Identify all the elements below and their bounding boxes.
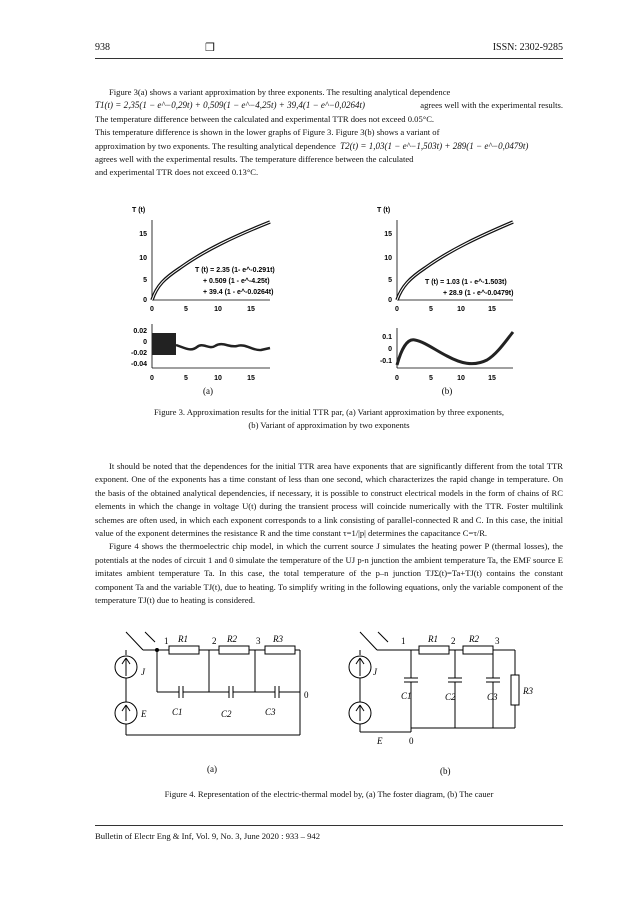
paragraph-chip-model: Figure 4 shows the thermoelectric chip model, in which the current source J simulates the heating power P (thermal losses), the potentials at the nodes of circuit 1 and 0 simulate the temperature of the UJ p-n junction the ambient temperature Ta, the EMF source E imitates ambient temperature Ta. In this case, the total temperature of the p–n junction TJΣ(t)=Ta+TJ(t) contains the constant component Ta and the variable TJ(t), due to heating. To simplify writing in the following equations, only the variable component of the temperature TJ(t) due to heating is considered.: [95, 541, 563, 606]
page-header: [95, 42, 563, 58]
figure3a-lower-xtick: 5: [184, 375, 188, 382]
figure3a-xtick: 15: [247, 306, 255, 313]
figure4a-node2: 2: [212, 636, 217, 646]
figure3b-xtick: 0: [395, 306, 399, 313]
figure3a-lower-xtick: 0: [150, 375, 154, 382]
figure4a-resistor-r3: [265, 646, 295, 654]
figure3b-lower-xtick: 5: [429, 375, 433, 382]
paragraph-exponents: It should be noted that the dependences for the initial TTR area have exponents that are significantly different from the total TTR exponent. One of the exponents has a time constant of less than one second, which characterizes the rapid change in temperature. On the basis of the obtained analytical dependencies, if necessary, it is possible to construct electrical models in the form of chains of RC elements in which the change in voltage U(t) during the transient process will coincide numerically with the TTR. Foster multilink schemes are often used, in which each exponent corresponds to a link consisting of parallel-connected R and C. In this case, the initial value of the exponent determines the resistance R and the time constant τ=1/|p| determines the capacitance C=τ/R.: [95, 461, 563, 539]
figure3a-ytick: 10: [139, 255, 147, 262]
p1-line6: agrees well with the experimental results. The temperature difference between the calculated: [95, 154, 414, 165]
figure3a-ytick: 5: [143, 277, 147, 284]
footer-citation: Bulletin of Electr Eng & Inf, Vol. 9, No. 3, June 2020 : 933 – 942: [95, 831, 321, 841]
figure4b-node3: 3: [495, 636, 500, 646]
figure4b-r2-label: R2: [469, 634, 479, 644]
figure3b-legend-line2: + 28.9 (1 - e^-0.0479t): [443, 290, 514, 297]
figure4a-resistor-r2: [219, 646, 249, 654]
header-rule: [95, 58, 563, 59]
figure4b-labels: [373, 634, 533, 776]
figure4b-e-label: E: [377, 736, 383, 746]
figure3-caption-line2: (b) Variant of approximation by two exponents: [248, 420, 410, 430]
figure3a-lower-xtick: 10: [214, 375, 222, 382]
figure4a-labels: [140, 634, 309, 774]
footer-rule: [95, 825, 563, 826]
figure3a-ytick: 15: [139, 231, 147, 238]
figure3b-ytick: 10: [384, 255, 392, 262]
figure4a-node3: 3: [256, 636, 261, 646]
figure3a-noise-band: [152, 333, 176, 355]
figure3b-lower-ytick: 0.1: [382, 334, 392, 341]
figure3b-upper-plot: [377, 207, 513, 313]
figure4a-node1: 1: [164, 636, 169, 646]
figure3a-lower-ytick: 0: [143, 339, 147, 346]
figure4b-node2: 2: [451, 636, 456, 646]
figure3a-label: (a): [203, 386, 213, 396]
figure4b-resistor-r2: [463, 646, 493, 654]
figure3a-upper-plot: [132, 207, 275, 313]
figure3b-xtick: 15: [488, 306, 496, 313]
p1-line1: Figure 3(a) shows a variant approximation by three exponents. The resulting analytical dependence: [109, 87, 451, 97]
figure3a-ylabel: T (t): [132, 207, 146, 214]
figure4a-r2-label: R2: [227, 634, 237, 644]
figure3b-lower-xtick: 10: [457, 375, 465, 382]
figure4a-c3-label: C3: [265, 707, 276, 717]
figure4b-node0: 0: [409, 736, 414, 746]
figure3: [95, 200, 563, 400]
figure3a-lower-plot: [131, 324, 270, 396]
figure4a-c2-label: C2: [221, 709, 232, 719]
p1-line5: approximation by two exponents. The resulting analytical dependence: [95, 140, 336, 151]
figure3b-lower-xtick: 0: [395, 375, 399, 382]
figure3b-label: (b): [441, 386, 453, 396]
figure4b-cauer-diagram: [349, 632, 519, 732]
figure3b-lower-xtick: 15: [488, 375, 496, 382]
figure3a-xtick: 0: [150, 306, 154, 313]
figure3b-ytick: 5: [388, 277, 392, 284]
figure3a-lower-ytick: -0.02: [131, 350, 147, 357]
equation-t2: T2(t) = 1,03(1 − e^−1,503t) + 289(1 − e^−0,0479t): [340, 140, 529, 151]
p1-line7: and experimental TTR does not exceed 0.13°C.: [95, 167, 259, 178]
figure3a-lower-xtick: 15: [247, 375, 255, 382]
figure3a-xtick: 10: [214, 306, 222, 313]
page-number: 938: [95, 42, 110, 53]
figure3a-error-curve: [176, 344, 270, 350]
figure4b-r1-label: R1: [428, 634, 438, 644]
figure3b-xtick: 10: [457, 306, 465, 313]
figure4b-resistor-r1: [419, 646, 449, 654]
paragraph-figure3-description: [95, 86, 563, 180]
figure4b-c3-label: C3: [487, 692, 498, 702]
body-text: [95, 460, 563, 607]
figure3a-lower-ytick: 0.02: [133, 328, 147, 335]
figure4: [95, 620, 563, 780]
figure4-caption: Figure 4. Representation of the electric-thermal model by, (a) The foster diagram, (b) The cauer: [164, 789, 494, 799]
issn: ISSN: 2302-9285: [492, 42, 563, 53]
figure4b-node1: 1: [401, 636, 406, 646]
figure4a-e-label: E: [141, 709, 147, 719]
figure3b-lower-ytick: -0.1: [379, 358, 392, 365]
figure3a-lower-ytick: -0.04: [131, 361, 147, 368]
figure4a-c1-label: C1: [172, 707, 183, 717]
figure3b-lower-ytick: 0: [388, 346, 392, 353]
figure4a-label: (a): [207, 764, 217, 774]
figure3b-ytick: 0: [388, 297, 392, 304]
figure4b-c1-label: C1: [401, 691, 412, 701]
figure3a-xtick: 5: [184, 306, 188, 313]
p1-line4: This temperature difference is shown in the lower graphs of Figure 3. Figure 3(b) shows a variant of: [95, 127, 440, 138]
figure3-caption: [95, 406, 563, 432]
figure3b-ttr-curve: [397, 222, 513, 300]
figure3a-legend-line3: + 39.4 (1 - e^-0.0264t): [203, 289, 274, 296]
figure3b-ylabel: T (t): [377, 207, 391, 214]
figure3b-ytick: 15: [384, 231, 392, 238]
figure4a-foster-diagram: [115, 632, 300, 735]
figure4a-node0: 0: [304, 690, 309, 700]
figure3-caption-line1: Figure 3. Approximation results for the initial TTR par, (a) Variant approximation by three exponents,: [154, 407, 504, 417]
p1-line2-tail: agrees well with the experimental results.: [420, 100, 563, 111]
figure3b-error-curve: [397, 332, 513, 365]
figure3a-legend-line2: + 0.509 (1 - e^-4.25t): [203, 278, 270, 285]
figure3b-xtick: 5: [429, 306, 433, 313]
figure4b-c2-label: C2: [445, 692, 456, 702]
figure3a-legend-line1: T (t) = 2.35 (1- e^-0.291t): [195, 267, 275, 274]
figure4b-r3-label: R3: [523, 686, 533, 696]
equation-t1: T1(t) = 2,35(1 − e^−0,29t) + 0,509(1 − e^−4,25t) + 39,4(1 − e^−0,0264t): [95, 100, 366, 111]
figure4b-label: (b): [440, 766, 451, 776]
p1-line3: The temperature difference between the calculated and experimental TTR does not exceed 0.05°C.: [95, 113, 435, 124]
box-icon: ❒: [205, 42, 215, 54]
figure3b-lower-plot: [380, 328, 513, 396]
figure4b-resistor-r3: [511, 675, 519, 705]
figure3b-legend-line1: T (t) = 1.03 (1 - e^-1.503t): [425, 279, 507, 286]
figure4b-j-label: J: [373, 667, 377, 677]
figure4a-resistor-r1: [169, 646, 199, 654]
figure3a-ytick: 0: [143, 297, 147, 304]
figure4a-r3-label: R3: [273, 634, 283, 644]
figure4a-j-label: J: [141, 667, 145, 677]
figure4a-r1-label: R1: [178, 634, 188, 644]
